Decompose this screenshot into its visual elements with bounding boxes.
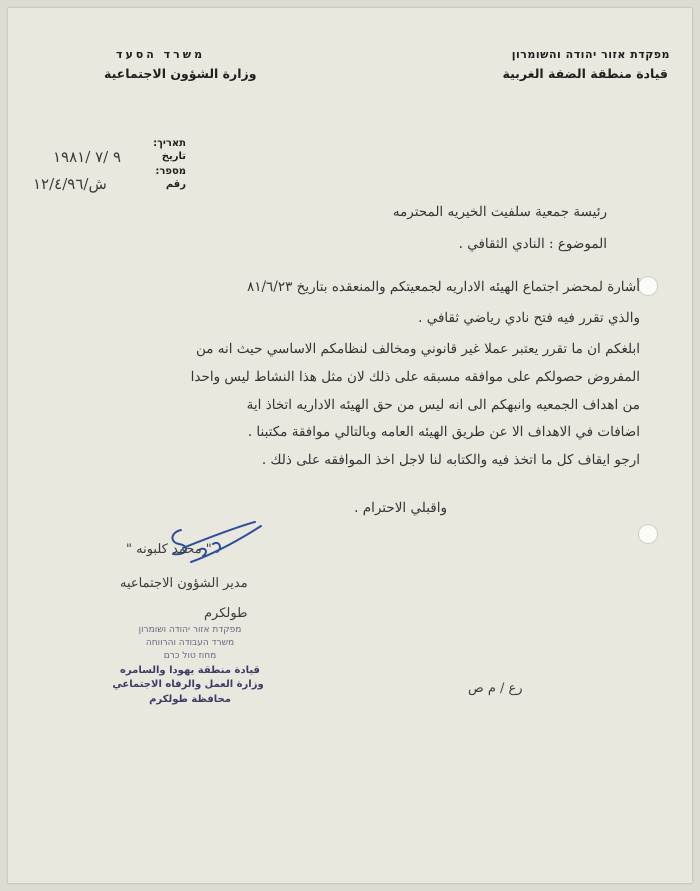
stamp-line-1: מפקדת אזור יהודה ושומרון [138,625,242,635]
closing-line: واقبلي الاحترام . [354,500,447,516]
date-value: ٩ /٧ /١٩٨١ [53,148,122,166]
body-line-2: والذي تقرر فيه فتح نادي رياضي ثقافي . [418,310,640,326]
letter-page [8,8,692,883]
punch-hole-bottom [638,524,658,544]
punch-hole-top [638,276,658,296]
footer-initials: رع / م ص [468,681,523,696]
stamp-line-3: מחוז טול כרם [163,651,217,661]
body-line-3: ابلغكم ان ما تقرر يعتبر عملا غير قانوني ومخالف لنظامكم الاساسي حيث انه من [195,341,640,357]
subject-line: الموضوع : النادي الثقافي . [458,236,607,252]
date-label-hebrew: תאריך: [153,138,186,149]
body-line-7: ارجو ايقاف كل ما اتخذ فيه والكتابه لنا لاجل اخذ الموافقه على ذلك . [261,452,640,468]
date-label-arabic: تاريخ [161,151,186,162]
stamp-line-4: قيادة منطقة يهودا والسامره [120,665,260,676]
recipient-line: رئيسة جمعية سلفيت الخيريه المحترمه [392,204,607,220]
stamp-line-2: משרד העבודה והרווחה [145,638,235,648]
header-right-hebrew: מפקדת אזור יהודה והשומרון [511,48,670,61]
stamp-line-6: محافظة طولكرم [149,694,231,705]
stamp-line-5: وزارة العمل والرفاه الاجتماعي [112,679,264,690]
body-line-6: اضافات في الاهداف الا عن طريق الهيئه العامه وبالتالي موافقة مكتبنا . [247,424,640,440]
signatory-name: " محمد كلبونه " [126,542,212,557]
body-line-5: من اهداف الجمعيه وانبهكم الى انه ليس من حق الهيئه الاداريه اتخاذ اية [246,397,640,413]
number-label-hebrew: מספר: [155,166,186,177]
signatory-city: طولكرم [204,606,248,621]
body-line-1: أشارة لمحضر اجتماع الهيئه الاداريه لجمعيتكم والمنعقده بتاريخ ٨١/٦/٢٣ [246,279,640,295]
header-left-hebrew: משרד הסעד [116,48,206,61]
number-label-arabic: رقم [165,179,186,190]
header-left-arabic: وزارة الشؤون الاجتماعية [104,66,257,81]
header-right-arabic: قيادة منطقة الضفة الغربية [502,66,668,81]
signatory-title: مدير الشؤون الاجتماعيه [120,576,248,591]
body-line-4: المفروض حصولكم على موافقه مسبقه على ذلك لان مثل هذا النشاط ليس واحدا [190,369,640,385]
number-value: ش/١٢/٤/٩٦ [33,175,107,193]
